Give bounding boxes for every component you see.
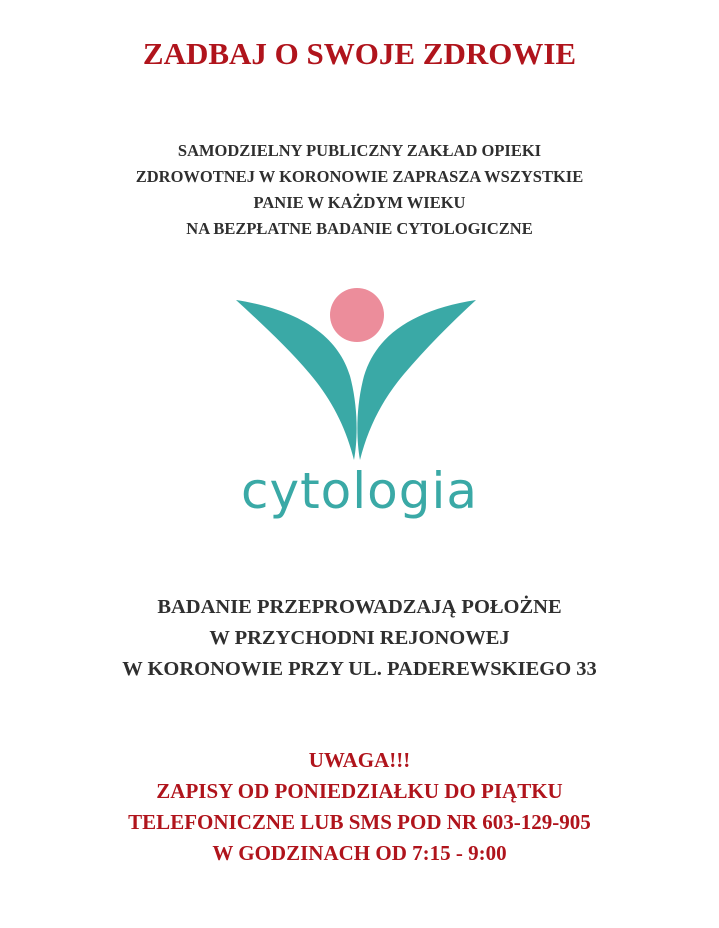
notice-line: UWAGA!!!: [308, 748, 411, 772]
logo-wordmark: cytologia: [240, 462, 479, 520]
logo-head: [330, 288, 384, 342]
intro-line: NA BEZPŁATNE BADANIE CYTOLOGICZNE: [186, 219, 533, 238]
info-line: BADANIE PRZEPROWADZAJĄ POŁOŻNE: [157, 596, 562, 618]
intro-text: [0, 138, 719, 242]
intro-line: ZDROWOTNEJ W KORONOWIE ZAPRASZA WSZYSTKIE: [135, 167, 584, 186]
notice-line: TELEFONICZNE LUB SMS POD NR 603-129-905: [128, 810, 591, 834]
page-title: ZADBAJ O SWOJE ZDROWIE: [142, 36, 577, 71]
notice-line: ZAPISY OD PONIEDZIAŁKU DO PIĄTKU: [156, 779, 563, 803]
intro-line: SAMODZIELNY PUBLICZNY ZAKŁAD OPIEKI: [177, 141, 542, 160]
intro-line: PANIE W KAŻDYM WIEKU: [253, 193, 466, 212]
notice-line: W GODZINACH OD 7:15 - 9:00: [212, 841, 507, 865]
notice-text: [0, 745, 719, 869]
info-line: W PRZYCHODNI REJONOWEJ: [209, 627, 510, 649]
info-line: W KORONOWIE PRZY UL. PADEREWSKIEGO 33: [122, 658, 597, 680]
info-text: [0, 592, 719, 685]
